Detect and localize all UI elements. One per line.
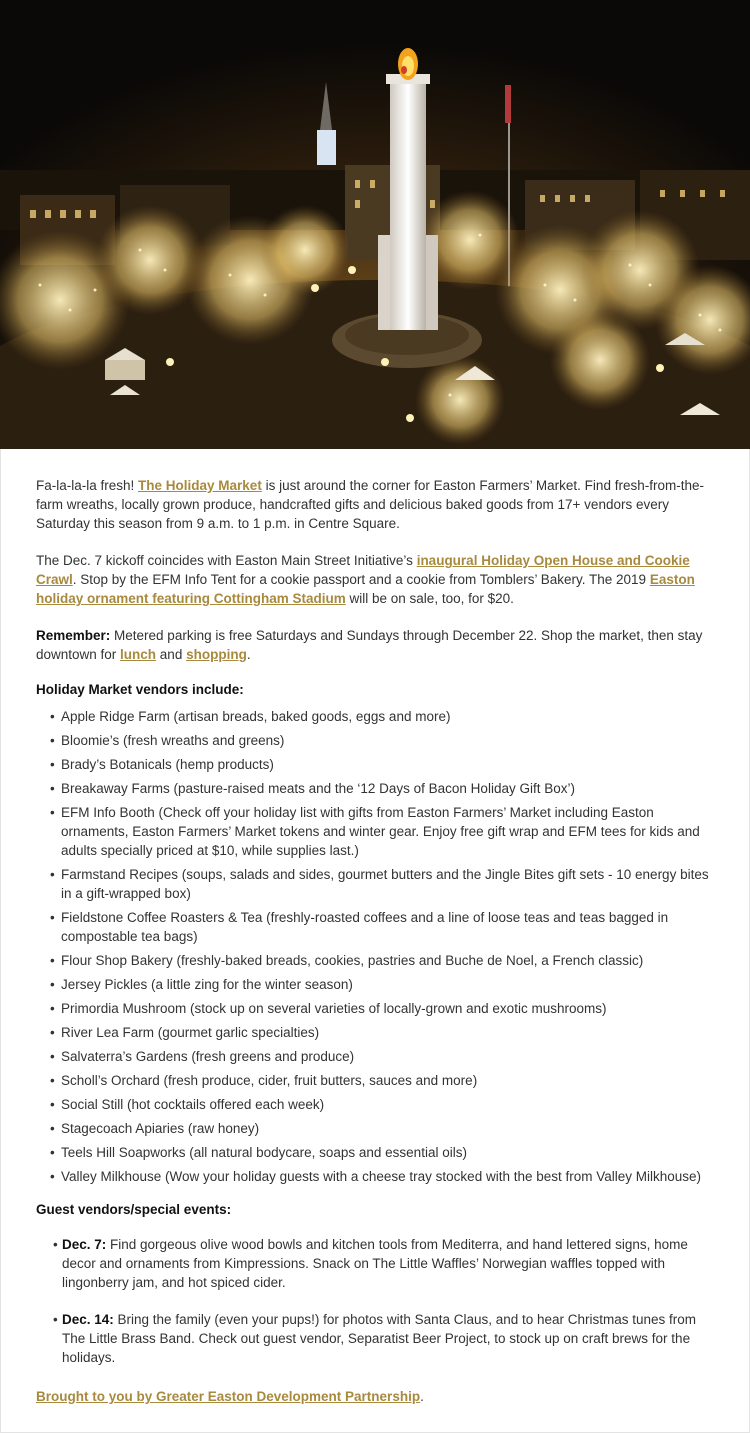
list-item: • Primordia Mushroom (stock up on several varieties of locally-grown and exotic mushrooms) (50, 999, 719, 1018)
event-date-label: Dec. 7: (62, 1237, 107, 1252)
vendor-list (36, 707, 719, 1186)
intro-text-1: Fa-la-la-la fresh! (36, 478, 139, 493)
kickoff-text-2: . Stop by the EFM Info Tent for a cookie passport and a cookie from Tomblers’ Bakery. The 2019 (72, 572, 650, 587)
guests-heading: Guest vendors/special events: (36, 1202, 232, 1217)
shopping-link[interactable]: shopping (186, 647, 247, 662)
kickoff-text-3: will be on sale, too, for $20. (345, 591, 514, 606)
list-item: • Teels Hill Soapworks (all natural bodycare, soaps and essential oils) (50, 1143, 719, 1162)
open-house-cookie-crawl-link[interactable]: inaugural Holiday Open House and Cookie Crawl (36, 553, 690, 587)
kickoff-text-1: The Dec. 7 kickoff coincides with Easton Main Street Initiative’s (36, 553, 417, 568)
list-item: • Bloomie’s (fresh wreaths and greens) (50, 731, 719, 750)
list-item: • Social Still (hot cocktails offered each week) (50, 1095, 719, 1114)
credit-period: . (420, 1389, 424, 1404)
list-item: • Apple Ridge Farm (artisan breads, baked goods, eggs and more) (50, 707, 719, 726)
remember-text-3: . (246, 647, 251, 662)
list-item: • River Lea Farm (gourmet garlic specialties) (50, 1023, 719, 1042)
holiday-ornament-link[interactable]: Easton holiday ornament featuring Cottingham Stadium (36, 572, 695, 606)
gedp-link[interactable]: Brought to you by Greater Easton Development Partnership (36, 1389, 421, 1404)
guest-event-dec-7 (53, 1235, 719, 1292)
kickoff-paragraph (36, 551, 719, 608)
list-item: • Salvaterra’s Gardens (fresh greens and produce) (50, 1047, 719, 1066)
remember-text-1: Metered parking is free Saturdays and Sundays through December 22. Shop the market, then stay downtown for (36, 628, 703, 662)
remember-text-2: and (156, 647, 187, 662)
list-item: • Fieldstone Coffee Roasters & Tea (freshly-roasted coffees and a line of loose teas and teas bagged in compostable tea bags) (50, 908, 719, 946)
town-square-candle-photo (0, 0, 750, 449)
list-item: • Flour Shop Bakery (freshly-baked breads, cookies, pastries and Buche de Noel, a French classic) (50, 951, 719, 970)
hero-image (0, 0, 750, 449)
guest-event-dec-14 (53, 1310, 719, 1367)
lunch-link[interactable]: lunch (120, 647, 157, 662)
list-item: • EFM Info Booth (Check off your holiday list with gifts from Easton Farmers’ Market including Easton ornaments, Easton Farmers’ Market tokens and winter gear. Enjoy free gift wrap and EFM tees for kids and adults specially priced at $10, while supplies last.) (50, 803, 719, 860)
list-item: • Valley Milkhouse (Wow your holiday guests with a cheese tray stocked with the best from Valley Milkhouse) (50, 1167, 719, 1186)
event-text: Bring the family (even your pups!) for photos with Santa Claus, and to hear Christmas tunes from The Little Brass Band. Check out guest vendor, Separatist Beer Project, to stock up on craft brews for the holidays. (62, 1312, 697, 1365)
event-date-label: Dec. 14: (62, 1312, 114, 1327)
list-item: • Farmstand Recipes (soups, salads and sides, gourmet butters and the Jingle Bites gift sets - 10 energy bites in a gift-wrapped box) (50, 865, 719, 903)
vendors-heading: Holiday Market vendors include: (36, 682, 244, 697)
remember-label: Remember: (36, 628, 111, 643)
list-item: • Brady’s Botanicals (hemp products) (50, 755, 719, 774)
credit-line (36, 1387, 719, 1406)
list-item: • Jersey Pickles (a little zing for the winter season) (50, 975, 719, 994)
list-item: • Scholl’s Orchard (fresh produce, cider, fruit butters, sauces and more) (50, 1071, 719, 1090)
guest-events-list (36, 1235, 719, 1367)
remember-paragraph (36, 626, 719, 664)
holiday-market-link[interactable]: The Holiday Market (138, 478, 262, 493)
article-body (0, 449, 750, 1433)
list-item: • Stagecoach Apiaries (raw honey) (50, 1119, 719, 1138)
intro-paragraph (36, 476, 719, 533)
intro-text-2: is just around the corner for Easton Farmers’ Market. Find fresh-from-the-farm wreaths, locally grown produce, handcrafted gifts and delicious baked goods from 17+ vendors every Saturday this season from 9 a.m. to 1 p.m. in Centre Square. (36, 478, 704, 531)
list-item: • Breakaway Farms (pasture-raised meats and the ‘12 Days of Bacon Holiday Gift Box’) (50, 779, 719, 798)
event-text: Find gorgeous olive wood bowls and kitchen tools from Mediterra, and hand lettered signs, home decor and ornaments from Kimpressions. Snack on The Little Waffles’ Norwegian waffles topped with lingonberry jam, and hot spiced cider. (62, 1237, 688, 1290)
